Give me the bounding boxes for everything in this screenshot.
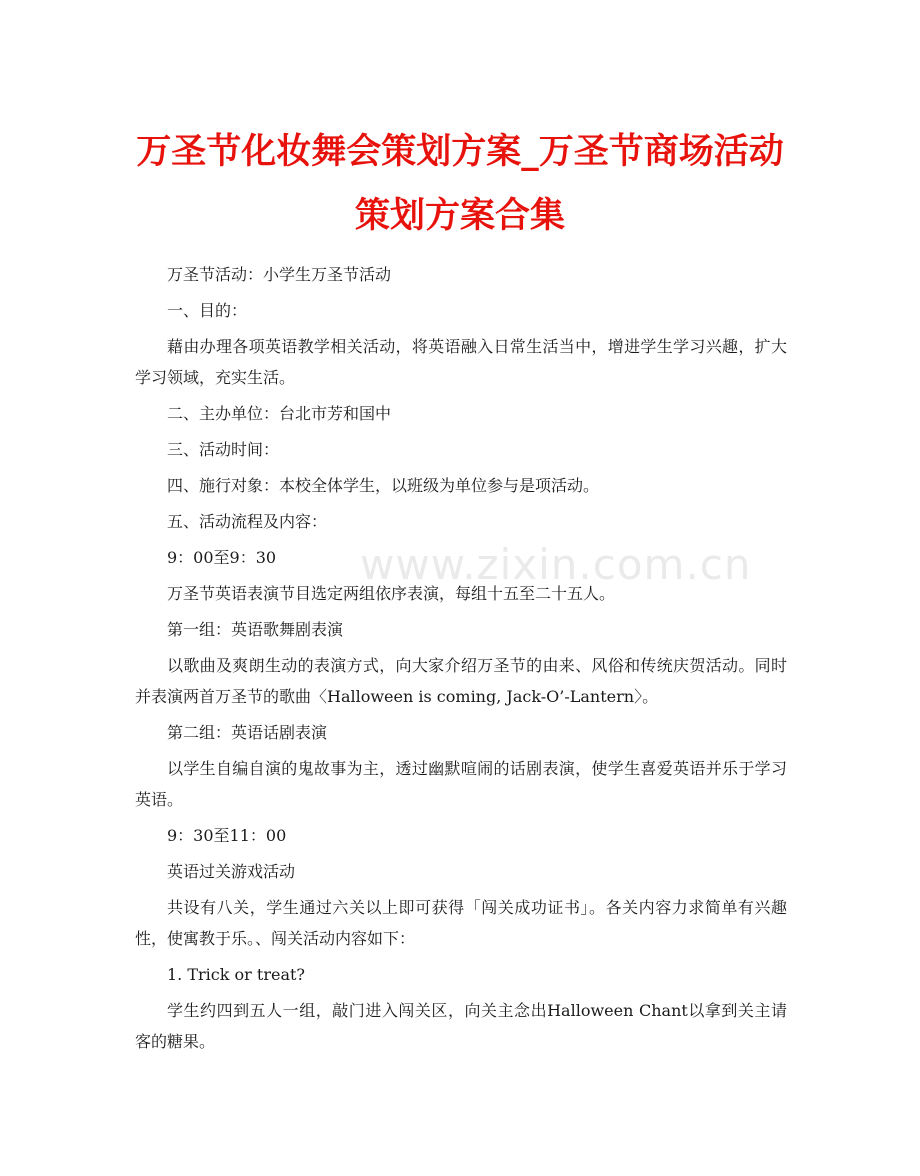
paragraph: 四、施行对象：本校全体学生，以班级为单位参与是项活动。 bbox=[167, 476, 600, 495]
paragraph: 二、主办单位：台北市芳和国中 bbox=[167, 404, 392, 423]
paragraph: 藉由办理各项英语教学相关活动，将英语融入日常生活当中，增进学生学习兴趣，扩大学习领域，充实生活。 bbox=[135, 337, 787, 387]
paragraph: 以学生自编自演的鬼故事为主，透过幽默喧闹的话剧表演，使学生喜爱英语并乐于学习英语。 bbox=[135, 759, 787, 809]
paragraph: 学生约四到五人一组，敲门进入闯关区，向关主念出Halloween Chant以拿到关主请客的糖果。 bbox=[135, 1001, 787, 1051]
paragraph: 9：30至11：00 bbox=[167, 826, 287, 845]
paragraph: 9：00至9：30 bbox=[167, 548, 277, 567]
paragraph: 五、活动流程及内容： bbox=[167, 512, 328, 531]
paragraph: 万圣节英语表演节目选定两组依序表演，每组十五至二十五人。 bbox=[167, 584, 616, 603]
paragraph: 第一组：英语歌舞剧表演 bbox=[167, 620, 344, 639]
watermark: www.zixin.com.cn bbox=[360, 540, 752, 589]
paragraph: 共设有八关，学生通过六关以上即可获得「闯关成功证书」。各关内容力求简单有兴趣性，使寓教于乐。、闯关活动内容如下： bbox=[135, 898, 787, 948]
document-title-line-1: 万圣节化妆舞会策划方案_万圣节商场活动 bbox=[136, 132, 784, 172]
paragraph: 英语过关游戏活动 bbox=[167, 862, 296, 881]
document-body bbox=[135, 256, 787, 1059]
paragraph: 万圣节活动：小学生万圣节活动 bbox=[167, 265, 392, 284]
paragraph: 第二组：英语话剧表演 bbox=[167, 723, 328, 742]
document-title-line-2: 策划方案合集 bbox=[354, 196, 565, 236]
paragraph: 一、目的： bbox=[167, 301, 248, 320]
paragraph: 以歌曲及爽朗生动的表演方式，向大家介绍万圣节的由来、风俗和传统庆贺活动。同时并表演两首万圣节的歌曲〈Halloween is coming, Jack-O’-Lantern〉。 bbox=[135, 656, 787, 706]
paragraph: 1. Trick or treat? bbox=[167, 965, 305, 984]
paragraph: 三、活动时间： bbox=[167, 440, 280, 459]
